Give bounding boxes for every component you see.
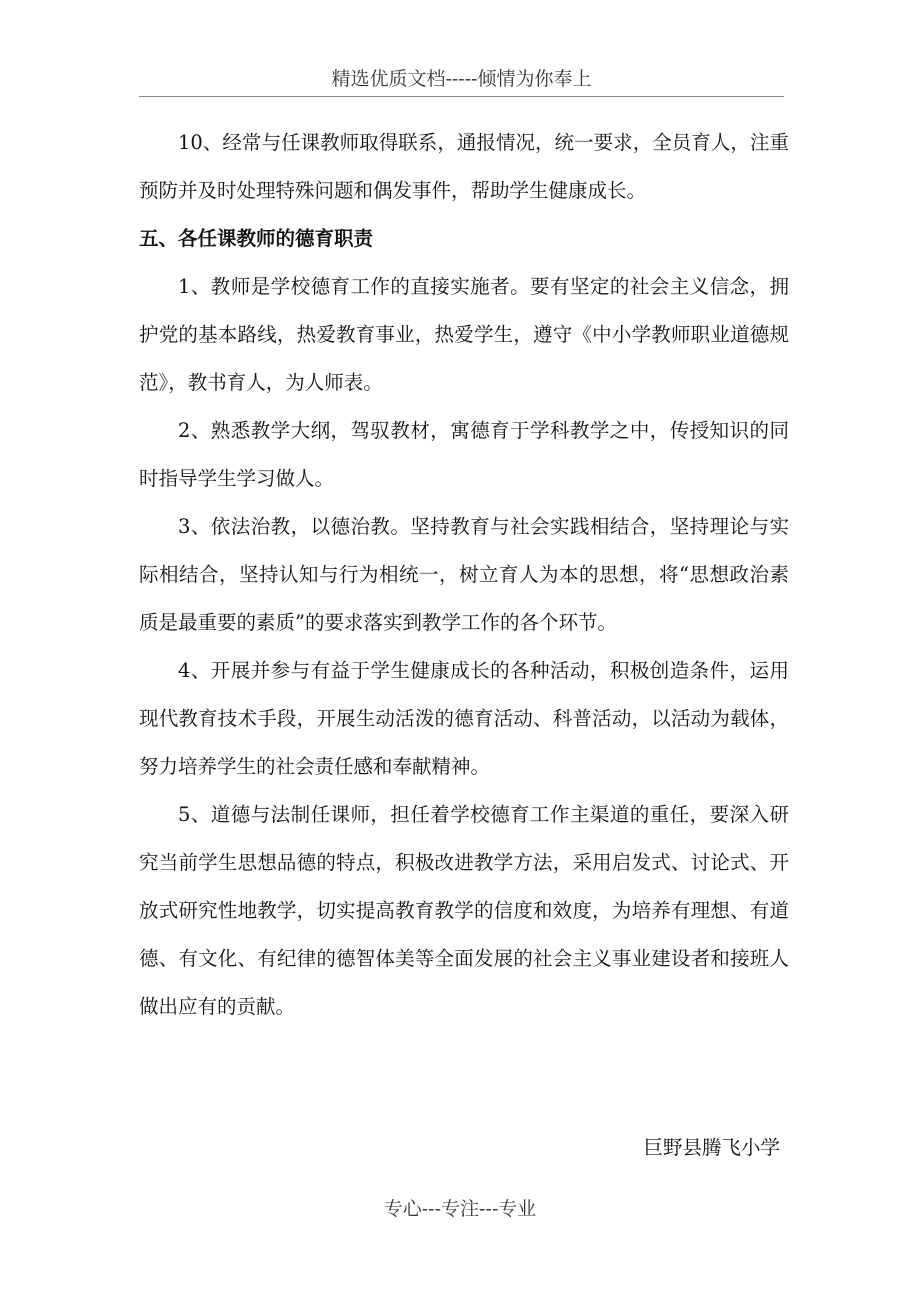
school-signature: 巨野县腾飞小学 xyxy=(643,1136,780,1159)
page-header xyxy=(139,62,784,97)
page-footer xyxy=(0,1193,920,1225)
document-body xyxy=(139,119,789,1031)
paragraph-2: 2、熟悉教学大纲，驾驭教材，寓德育于学科教学之中，传授知识的同时指导学生学习做人。 xyxy=(139,419,789,490)
paragraph-4: 4、开展并参与有益于学生健康成长的各种活动，积极创造条件，运用现代教育技术手段，开展生动活泼的德育活动、科普活动，以活动为载体，努力培养学生的社会责任感和奉献精神。 xyxy=(139,659,789,778)
paragraph-5: 5、道德与法制任课师，担任着学校德育工作主渠道的重任，要深入研究当前学生思想品德的特点，积极改进教学方法，采用启发式、讨论式、开放式研究性地教学，切实提高教育教学的信度和效度，为培养有理想、有道德、有文化、有纪律的德智体美等全面发展的社会主义事业建设者和接班人做出应有的贡献。 xyxy=(139,803,789,1018)
paragraph-1: 1、教师是学校德育工作的直接实施者。要有坚定的社会主义信念，拥护党的基本路线，热爱教育事业，热爱学生，遵守《中小学教师职业道德规范》，教书育人，为人师表。 xyxy=(139,275,789,394)
footer-text: 专心---专注---专业 xyxy=(383,1198,537,1220)
section-heading: 五、各任课教师的德育职责 xyxy=(139,227,374,250)
paragraph-3: 3、依法治教，以德治教。坚持教育与社会实践相结合，坚持理论与实际相结合，坚持认知与行为相统一，树立育人为本的思想，将“思想政治素质是最重要的素质”的要求落实到教学工作的各个环节。 xyxy=(139,515,789,634)
paragraph-10: 10、经常与任课教师取得联系，通报情况，统一要求，全员育人，注重预防并及时处理特殊问题和偶发事件，帮助学生健康成长。 xyxy=(139,131,789,202)
header-text: 精选优质文档-----倾情为你奉上 xyxy=(331,68,592,90)
